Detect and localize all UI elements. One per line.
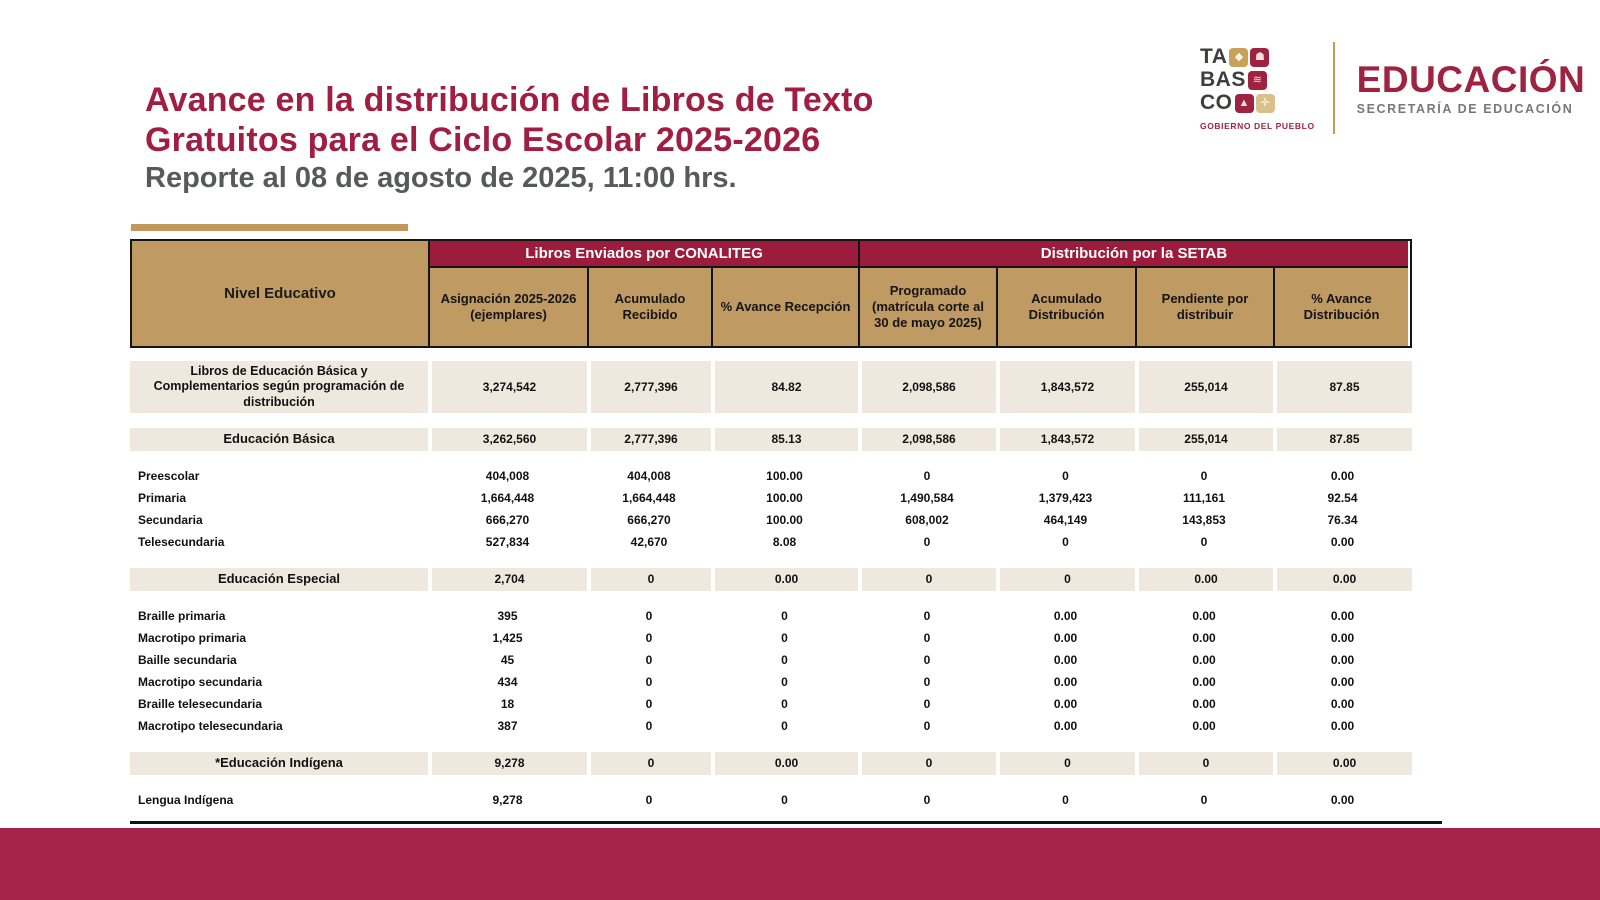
- footer-accent-bar: [0, 828, 1600, 900]
- row-cell: 0: [781, 652, 788, 667]
- tabasco-logo-text: TA: [1200, 45, 1228, 68]
- row-cell: 527,834: [485, 534, 530, 549]
- tabasco-logo-text: CO: [1200, 91, 1233, 114]
- education-logo: [1356, 58, 1586, 116]
- row-cell: 666,270: [627, 512, 671, 527]
- row-cell: 0: [781, 696, 788, 711]
- row-cell: 2,777,396: [587, 361, 711, 413]
- row-cell: 100.00: [766, 512, 803, 527]
- column-header-nivel-educativo: Nivel Educativo: [132, 241, 428, 346]
- row-cell: 18: [500, 696, 515, 711]
- row-cell: 0.00: [1053, 630, 1078, 645]
- row-cell: 0: [1062, 792, 1069, 807]
- row-label: Macrotipo secundaria: [138, 674, 263, 689]
- row-label: Preescolar: [138, 468, 200, 483]
- table-header: [130, 239, 1412, 348]
- row-cell: 0.00: [1053, 674, 1078, 689]
- row-cell: 395: [497, 608, 518, 623]
- row-cell: 0: [858, 752, 996, 775]
- table-row: [130, 531, 1412, 553]
- column-header-acumulado-recibido: Acumulado Recibido: [587, 268, 711, 346]
- page-title-line2: Gratuitos para el Ciclo Escolar 2025-2026: [145, 121, 821, 159]
- row-cell: 87.85: [1273, 428, 1412, 451]
- row-cell: 2,777,396: [587, 428, 711, 451]
- table-row: [130, 605, 1412, 627]
- row-cell: 0.00: [1330, 792, 1355, 807]
- row-label: Macrotipo primaria: [138, 630, 247, 645]
- row-cell: 0: [781, 674, 788, 689]
- education-logo-title: EDUCACIÓN: [1356, 58, 1586, 100]
- row-cell: 0: [996, 568, 1135, 591]
- row-cell: 42,670: [630, 534, 668, 549]
- row-cell: 76.34: [1327, 512, 1358, 527]
- row-cell: 666,270: [485, 512, 530, 527]
- row-cell: 0.00: [1273, 752, 1412, 775]
- row-label: Braille primaria: [138, 608, 226, 623]
- row-cell: 0: [923, 468, 931, 483]
- row-cell: 0: [1062, 534, 1069, 549]
- logo-block: [1200, 42, 1585, 134]
- row-cell: 0: [1062, 468, 1069, 483]
- table-row: [130, 509, 1412, 531]
- table-row: [130, 627, 1412, 649]
- table-row: [130, 568, 1412, 591]
- row-cell: 0: [645, 630, 653, 645]
- column-header-avance-distribucion: % Avance Distribución: [1273, 268, 1408, 346]
- tabasco-logo-text: BAS: [1200, 68, 1246, 91]
- row-cell: 0: [645, 696, 653, 711]
- column-header-pendiente: Pendiente por distribuir: [1135, 268, 1273, 346]
- row-cell: 0: [645, 652, 653, 667]
- row-cell: 92.54: [1327, 490, 1358, 505]
- row-cell: 0: [996, 752, 1135, 775]
- row-cell: 0.00: [1330, 718, 1355, 733]
- row-cell: 8.08: [772, 534, 797, 549]
- table-row: [130, 361, 1412, 413]
- row-cell: 1,664,448: [480, 490, 535, 505]
- row-cell: 0: [1135, 752, 1273, 775]
- row-cell: 85.13: [711, 428, 858, 451]
- page-title-line1: Avance en la distribución de Libros de Texto: [145, 81, 874, 119]
- column-header-avance-recepcion: % Avance Recepción: [711, 268, 858, 346]
- row-cell: 1,490,584: [900, 490, 954, 505]
- tabasco-pyramid-icon: ▲: [1235, 94, 1254, 113]
- tabasco-waves-icon: ≋: [1248, 71, 1267, 90]
- row-cell: 434: [497, 674, 518, 689]
- page-title: [145, 80, 874, 160]
- tabasco-logo-line3: [1200, 92, 1275, 115]
- row-cell: 0: [923, 630, 931, 645]
- row-cell: 0: [1200, 534, 1208, 549]
- row-cell: 0: [923, 674, 931, 689]
- tabasco-logo-line1: [1200, 46, 1269, 69]
- row-cell: 0: [923, 696, 931, 711]
- report-date-subtitle: Reporte al 08 de agosto de 2025, 11:00 hrs.: [145, 162, 737, 194]
- table-bottom-rule: [130, 821, 1442, 824]
- row-cell: 1,843,572: [996, 361, 1135, 413]
- row-cell: 0.00: [1330, 534, 1355, 549]
- group-header-setab: Distribución por la SETAB: [858, 241, 1408, 268]
- tabasco-olmec-head-icon: ☗: [1250, 48, 1269, 67]
- row-cell: 1,664,448: [622, 490, 676, 505]
- row-cell: 0.00: [1192, 630, 1216, 645]
- row-cell: 0.00: [1330, 630, 1355, 645]
- title-underline-rule: [131, 224, 408, 231]
- row-cell: 100.00: [766, 490, 803, 505]
- row-cell: 0.00: [1053, 608, 1078, 623]
- row-cell: 0: [923, 718, 931, 733]
- row-label: Libros de Educación Básica y Complementarios según programación de distribución: [130, 361, 428, 413]
- row-label: *Educación Indígena: [130, 752, 428, 775]
- row-label: Braille telesecundaria: [138, 696, 263, 711]
- row-cell: 0: [923, 608, 931, 623]
- row-cell: 9,278: [428, 752, 587, 775]
- education-logo-subtitle: SECRETARÍA DE EDUCACIÓN: [1356, 101, 1574, 116]
- table-body: [130, 361, 1412, 811]
- tabasco-sun-icon: ✛: [1256, 94, 1275, 113]
- table-row: [130, 671, 1412, 693]
- row-cell: 45: [500, 652, 515, 667]
- row-cell: 0.00: [1192, 674, 1216, 689]
- row-cell: 1,843,572: [996, 428, 1135, 451]
- row-cell: 0: [781, 630, 788, 645]
- row-cell: 0: [923, 652, 931, 667]
- row-cell: 111,161: [1182, 490, 1226, 505]
- row-cell: 0: [1200, 792, 1208, 807]
- row-cell: 0.00: [711, 568, 858, 591]
- row-cell: 0.00: [711, 752, 858, 775]
- row-cell: 404,008: [627, 468, 671, 483]
- row-cell: 0.00: [1330, 696, 1355, 711]
- row-cell: 0: [587, 752, 711, 775]
- row-label: Secundaria: [138, 512, 203, 527]
- row-label: Educación Especial: [130, 568, 428, 591]
- row-cell: 0.00: [1053, 718, 1078, 733]
- tabasco-logo-line2: [1200, 69, 1267, 92]
- tabasco-seed-icon: ◆: [1229, 48, 1248, 67]
- tabasco-logo-caption: GOBIERNO DEL PUEBLO: [1200, 120, 1315, 131]
- row-cell: 0: [645, 674, 653, 689]
- row-cell: 0: [923, 792, 931, 807]
- distribution-table: [130, 239, 1412, 824]
- row-label: Macrotipo telesecundaria: [138, 718, 283, 733]
- row-label: Primaria: [138, 490, 187, 505]
- row-cell: 3,262,560: [428, 428, 587, 451]
- row-label: Lengua Indígena: [138, 792, 234, 807]
- row-cell: 464,149: [1043, 512, 1088, 527]
- row-cell: 404,008: [485, 468, 530, 483]
- row-cell: 84.82: [711, 361, 858, 413]
- row-cell: 87.85: [1273, 361, 1412, 413]
- row-cell: 0: [781, 718, 788, 733]
- tabasco-logo: [1200, 46, 1315, 131]
- row-cell: 3,274,542: [428, 361, 587, 413]
- row-cell: 387: [497, 718, 518, 733]
- logo-divider: [1333, 42, 1335, 134]
- row-cell: 1,425: [492, 630, 523, 645]
- row-cell: 0.00: [1053, 696, 1078, 711]
- row-cell: 0: [587, 568, 711, 591]
- row-cell: 0.00: [1330, 468, 1355, 483]
- row-cell: 2,704: [428, 568, 587, 591]
- row-cell: 0: [923, 534, 931, 549]
- row-cell: 0.00: [1135, 568, 1273, 591]
- row-cell: 0.00: [1192, 718, 1216, 733]
- row-cell: 143,853: [1182, 512, 1226, 527]
- column-header-programado: Programado (matrícula corte al 30 de mayo 2025): [858, 268, 996, 346]
- row-cell: 608,002: [905, 512, 949, 527]
- row-cell: 0.00: [1192, 652, 1216, 667]
- table-row: [130, 715, 1412, 737]
- row-label: Educación Básica: [130, 428, 428, 451]
- row-cell: 0.00: [1053, 652, 1078, 667]
- row-label: Baille secundaria: [138, 652, 237, 667]
- table-row: [130, 487, 1412, 509]
- row-cell: 0: [1200, 468, 1208, 483]
- table-row: [130, 789, 1412, 811]
- table-row: [130, 428, 1412, 451]
- row-cell: 0: [645, 718, 653, 733]
- row-cell: 0.00: [1192, 608, 1216, 623]
- table-row: [130, 752, 1412, 775]
- row-cell: 0.00: [1330, 608, 1355, 623]
- row-cell: 0.00: [1273, 568, 1412, 591]
- row-cell: 0.00: [1330, 652, 1355, 667]
- row-cell: 255,014: [1135, 428, 1273, 451]
- row-cell: 0: [858, 568, 996, 591]
- column-header-asignacion: Asignación 2025-2026 (ejemplares): [428, 268, 587, 346]
- row-cell: 9,278: [492, 792, 523, 807]
- column-header-acumulado-distribucion: Acumulado Distribución: [996, 268, 1135, 346]
- row-cell: 1,379,423: [1038, 490, 1093, 505]
- row-cell: 2,098,586: [858, 361, 996, 413]
- table-row: [130, 693, 1412, 715]
- row-cell: 0.00: [1192, 696, 1216, 711]
- row-label: Telesecundaria: [138, 534, 225, 549]
- row-cell: 255,014: [1135, 361, 1273, 413]
- row-cell: 0: [781, 792, 788, 807]
- row-cell: 2,098,586: [858, 428, 996, 451]
- row-cell: 0: [645, 792, 653, 807]
- table-row: [130, 465, 1412, 487]
- row-cell: 100.00: [766, 468, 803, 483]
- table-row: [130, 649, 1412, 671]
- row-cell: 0: [781, 608, 788, 623]
- row-cell: 0: [645, 608, 653, 623]
- group-header-conaliteg: Libros Enviados por CONALITEG: [428, 241, 858, 268]
- row-cell: 0.00: [1330, 674, 1355, 689]
